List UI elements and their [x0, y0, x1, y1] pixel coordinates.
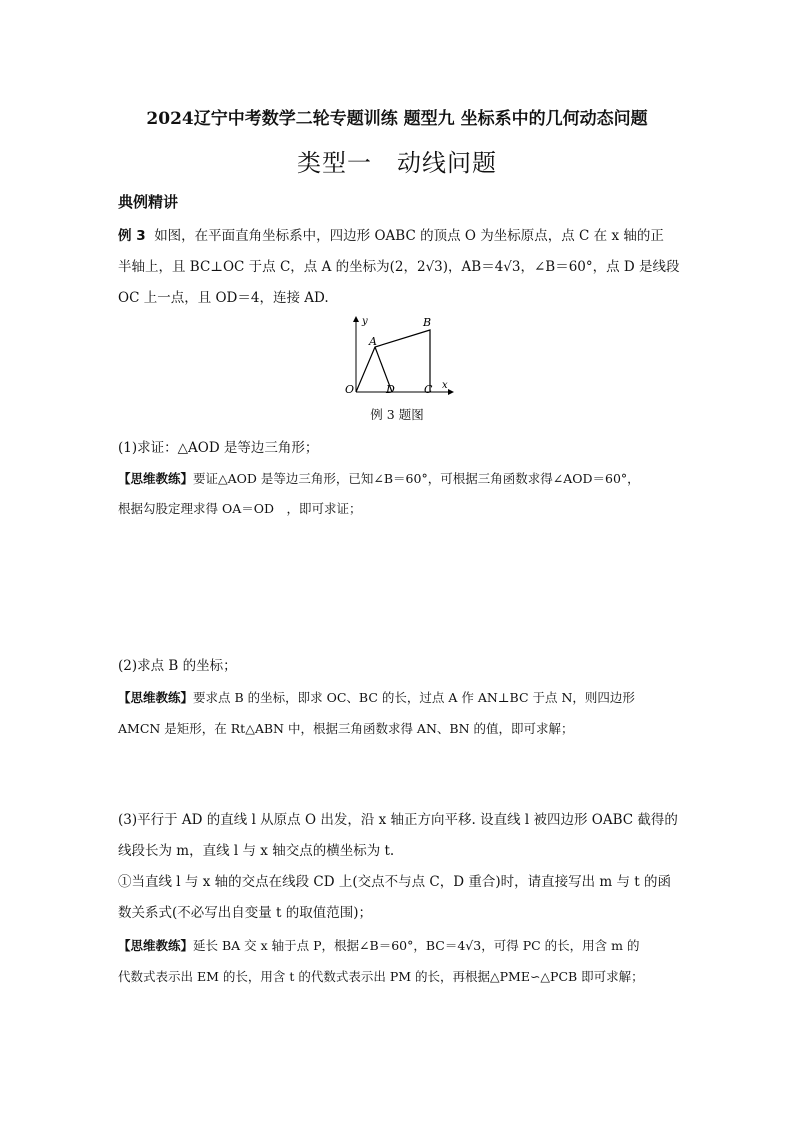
label-x: x: [442, 380, 448, 391]
q1-hint-line-1: [118, 463, 678, 494]
figure-caption: 例 3 题图: [370, 407, 424, 422]
example-figure: [336, 312, 456, 398]
q1-question: (1)求证：△AOD 是等边三角形；: [118, 440, 319, 456]
q3-line-2: 线段长为 m，直线 l 与 x 轴交点的横坐标为 t.: [118, 843, 395, 859]
x-axis-arrow: [448, 389, 454, 395]
q2-question: (2)求点 B 的坐标；: [118, 658, 237, 674]
q3-line-1: (3)平行于 AD 的直线 l 从原点 O 出发，沿 x 轴正方向平移. 设直线 l 被四边形 OABC 截得的: [118, 812, 678, 828]
q3-sub1-line-1: ①当直线 l 与 x 轴的交点在线段 CD 上(交点不与点 C，D 重合)时，请直接写出 m 与 t 的函: [118, 874, 671, 890]
q3-hint-line-1: [118, 930, 678, 961]
page-title: 2024辽宁中考数学二轮专题训练 题型九 坐标系中的几何动态问题: [146, 109, 648, 129]
q1-hint-label: 【思维教练】: [118, 471, 194, 486]
label-o: O: [345, 383, 355, 396]
q1-hint-text-1: 要证△AOD 是等边三角形，已知∠B＝60°，可根据三角函数求得∠AOD＝60°，: [193, 471, 640, 486]
example-line-3: OC 上一点，且 OD＝4，连接 AD.: [118, 290, 329, 306]
q2-hint-label: 【思维教练】: [118, 690, 194, 705]
page-subtitle: 类型一 动线问题: [297, 149, 497, 177]
label-y: y: [362, 316, 368, 327]
q3-hint-label: 【思维教练】: [118, 938, 194, 953]
example-line-1: [118, 221, 678, 252]
label-d: D: [386, 383, 395, 396]
q2-hint-text-1: 要求点 B 的坐标，即求 OC、BC 的长，过点 A 作 AN⊥BC 于点 N，则四边形: [193, 690, 635, 705]
label-a: A: [369, 335, 377, 348]
q3-hint-text-1: 延长 BA 交 x 轴于点 P，根据∠B＝60°，BC＝4√3，可得 PC 的长，用含 m 的: [193, 938, 640, 953]
label-c: C: [424, 383, 433, 396]
q2-hint-line-2: AMCN 是矩形，在 Rt△ABN 中，根据三角函数求得 AN、BN 的值，即可求解；: [118, 721, 574, 736]
example-label: 例 3: [118, 228, 146, 244]
q3-sub1-line-2: 数关系式(不必写出自变量 t 的取值范围)；: [118, 905, 373, 921]
example-line-2: 半轴上，且 BC⊥OC 于点 C，点 A 的坐标为(2，2√3)，AB＝4√3，∠B＝60°，点 D 是线段: [118, 259, 680, 275]
q2-hint-line-1: [118, 682, 678, 713]
q1-hint-line-2: 根据勾股定理求得 OA＝OD ，即可求证；: [118, 501, 362, 516]
example-text-1: 如图，在平面直角坐标系中，四边形 OABC 的顶点 O 为坐标原点，点 C 在 x 轴的正: [154, 228, 664, 244]
q3-hint-line-2: 代数式表示出 EM 的长，用含 t 的代数式表示出 PM 的长，再根据△PME∽△PCB 即可求解；: [118, 969, 644, 984]
label-b: B: [423, 316, 432, 329]
section-heading: 典例精讲: [118, 193, 179, 211]
y-axis-arrow: [353, 316, 359, 322]
